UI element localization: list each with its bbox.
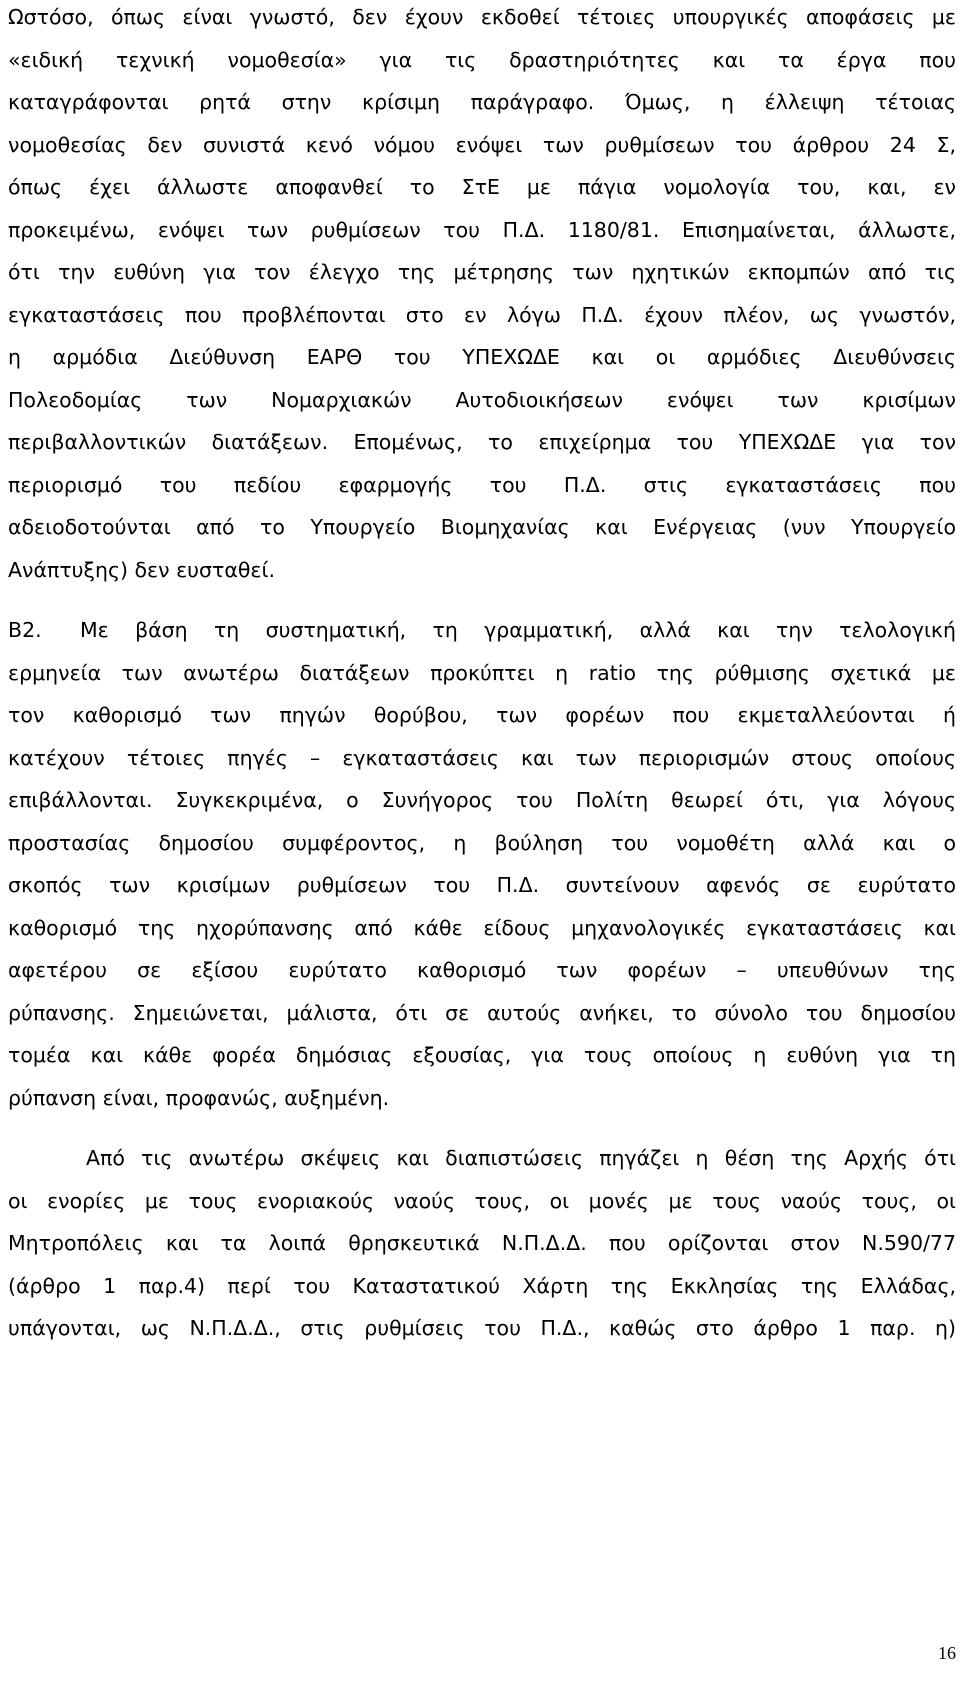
paragraph-2-line-3: τον καθορισμό των πηγών θορύβου, των φορέων που εκμεταλλεύονται ή	[8, 703, 956, 727]
paragraph-1-line-6: προκειμένω, ενόψει των ρυθμίσεων του Π.Δ. 1180/81. Επισημαίνεται, άλλωστε,	[8, 218, 956, 242]
paragraph-3-line-2: οι ενορίες με τους ενοριακούς ναούς τους, οι μονές με τους ναούς τους, οι	[8, 1189, 956, 1213]
paragraph-1-line-10: Πολεοδομίας των Νομαρχιακών Αυτοδιοικήσεων ενόψει των κρισίμων	[8, 388, 956, 412]
paragraph-1-line-5: όπως έχει άλλωστε αποφανθεί το ΣτΕ με πάγια νομολογία του, και, εν	[8, 175, 956, 199]
paragraph-2-line-2: ερμηνεία των ανωτέρω διατάξεων προκύπτει η ratio της ρύθμισης σχετικά με	[8, 661, 956, 685]
paragraph-2-line-11: τομέα και κάθε φορέα δημόσιας εξουσίας, για τους οποίους η ευθύνη για τη	[8, 1043, 956, 1067]
paragraph-3-line-1: Από τις ανωτέρω σκέψεις και διαπιστώσεις πηγάζει η θέση της Αρχής ότι	[86, 1146, 956, 1170]
paragraph-2-line-9: αφετέρου σε εξίσου ευρύτατο καθορισμό των φορέων – υπευθύνων της	[8, 958, 956, 982]
section-label-b2: Β2.	[8, 618, 42, 642]
paragraph-1-line-13: αδειοδοτούνται από το Υπουργείο Βιομηχανίας και Ενέργειας (νυν Υπουργείο	[8, 515, 956, 539]
paragraph-1-line-11: περιβαλλοντικών διατάξεων. Επομένως, το επιχείρημα του ΥΠΕΧΩΔΕ για τον	[8, 430, 956, 454]
paragraph-1-line-4: νομοθεσίας δεν συνιστά κενό νόμου ενόψει των ρυθμίσεων του άρθρου 24 Σ,	[8, 133, 956, 157]
paragraph-1-line-3: καταγράφονται ρητά στην κρίσιμη παράγραφο. Όμως, η έλλειψη τέτοιας	[8, 90, 956, 114]
paragraph-2-line-7: σκοπός των κρισίμων ρυθμίσεων του Π.Δ. συντείνουν αφενός σε ευρύτατο	[8, 873, 956, 897]
paragraph-2-line-5: επιβάλλονται. Συγκεκριμένα, ο Συνήγορος του Πολίτη θεωρεί ότι, για λόγους	[8, 788, 956, 812]
paragraph-1-line-12: περιορισμό του πεδίου εφαρμογής του Π.Δ. στις εγκαταστάσεις που	[8, 473, 956, 497]
paragraph-2-line-12: ρύπανση είναι, προφανώς, αυξημένη.	[8, 1086, 390, 1110]
paragraph-3-line-3: Μητροπόλεις και τα λοιπά θρησκευτικά Ν.Π.Δ.Δ. που ορίζονται στον Ν.590/77	[8, 1231, 956, 1255]
paragraph-3-line-5: υπάγονται, ως Ν.Π.Δ.Δ., στις ρυθμίσεις του Π.Δ., καθώς στο άρθρο 1 παρ. η)	[8, 1316, 956, 1340]
paragraph-3-line-4: (άρθρο 1 παρ.4) περί του Καταστατικού Χάρτη της Εκκλησίας της Ελλάδας,	[8, 1274, 956, 1298]
paragraph-1-line-1: Ωστόσο, όπως είναι γνωστό, δεν έχουν εκδοθεί τέτοιες υπουργικές αποφάσεις με	[8, 5, 956, 29]
paragraph-2-line-1: Με βάση τη συστηματική, τη γραμματική, αλλά και την τελολογική	[80, 618, 956, 642]
paragraph-1-line-8: εγκαταστάσεις που προβλέπονται στο εν λόγω Π.Δ. έχουν πλέον, ως γνωστόν,	[8, 303, 956, 327]
paragraph-2-line-10: ρύπανσης. Σημειώνεται, μάλιστα, ότι σε αυτούς ανήκει, το σύνολο του δημοσίου	[8, 1001, 956, 1025]
paragraph-2-line-6: προστασίας δημοσίου συμφέροντος, η βούληση του νομοθέτη αλλά και ο	[8, 831, 956, 855]
paragraph-1-line-9: η αρμόδια Διεύθυνση ΕΑΡΘ του ΥΠΕΧΩΔΕ και οι αρμόδιες Διευθύνσεις	[8, 345, 956, 369]
page-number: 16	[938, 1643, 956, 1663]
paragraph-1-line-2: «ειδική τεχνική νομοθεσία» για τις δραστηριότητες και τα έργα που	[8, 48, 956, 72]
paragraph-2-line-4: κατέχουν τέτοιες πηγές – εγκαταστάσεις και των περιορισμών στους οποίους	[8, 746, 956, 770]
paragraph-1-line-14: Ανάπτυξης) δεν ευσταθεί.	[8, 558, 275, 582]
paragraph-2-line-8: καθορισμό της ηχορύπανσης από κάθε είδους μηχανολογικές εγκαταστάσεις και	[8, 916, 956, 940]
paragraph-1-line-7: ότι την ευθύνη για τον έλεγχο της μέτρησης των ηχητικών εκπομπών από τις	[8, 260, 956, 284]
